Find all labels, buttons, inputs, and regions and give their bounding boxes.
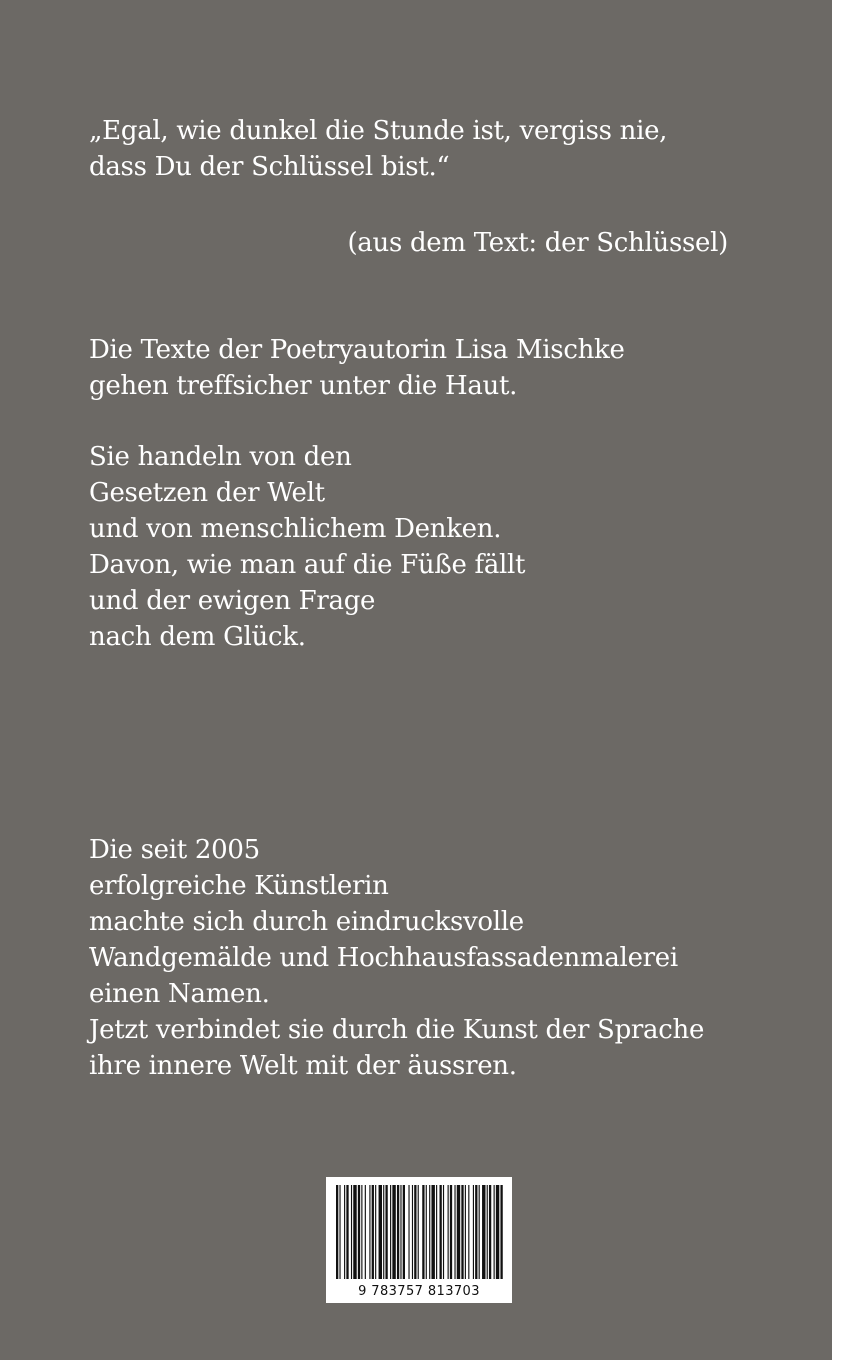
barcode-bar xyxy=(385,1185,387,1279)
themes-paragraph xyxy=(89,439,525,655)
bio-line: Die seit 2005 xyxy=(89,835,260,865)
bio-line: einen Namen. xyxy=(89,979,270,1009)
quote-source: (aus dem Text: der Schlüssel) xyxy=(347,228,728,258)
barcode-bar xyxy=(408,1185,409,1279)
quote-line: „Egal, wie dunkel die Stunde ist, vergiss nie, xyxy=(89,116,668,146)
barcode-bar xyxy=(375,1185,376,1279)
barcode-bar xyxy=(496,1185,499,1279)
barcode-bar xyxy=(397,1185,399,1279)
intro-line: Die Texte der Poetryautorin Lisa Mischke xyxy=(89,335,625,365)
barcode-bar xyxy=(418,1185,419,1279)
barcode-bar xyxy=(390,1185,391,1279)
barcode-bar xyxy=(436,1185,437,1279)
themes-line: und der ewigen Frage xyxy=(89,586,376,616)
barcode-bar xyxy=(351,1185,352,1279)
themes-line: Davon, wie man auf die Füße fällt xyxy=(89,550,526,580)
author-bio-paragraph xyxy=(89,832,704,1084)
themes-line: und von menschlichem Denken. xyxy=(89,514,502,544)
themes-line: Sie handeln von den xyxy=(89,442,352,472)
barcode-bar xyxy=(500,1185,502,1279)
barcode-bar xyxy=(353,1185,356,1279)
barcode-bar xyxy=(403,1185,405,1279)
barcode-bar xyxy=(440,1185,442,1279)
barcode-bar xyxy=(448,1185,449,1279)
barcode-bar xyxy=(361,1185,362,1279)
barcode-bar xyxy=(339,1185,340,1279)
barcode-bar xyxy=(482,1185,485,1279)
barcode-bar xyxy=(379,1185,382,1279)
bio-line: Wandgemälde und Hochhausfassadenmalerei xyxy=(89,943,678,973)
themes-line: nach dem Glück. xyxy=(89,622,306,652)
barcode-bar xyxy=(457,1185,460,1279)
barcode-bar xyxy=(414,1185,416,1279)
barcode-bar xyxy=(468,1185,469,1279)
barcode-bar xyxy=(365,1185,366,1279)
barcode-bar xyxy=(369,1185,370,1279)
barcode-bar xyxy=(443,1185,444,1279)
bio-line: Jetzt verbindet sie durch die Kunst der Sprache xyxy=(89,1015,705,1045)
bio-line: ihre innere Welt mit der äussren. xyxy=(89,1051,517,1081)
barcode-bar xyxy=(489,1185,491,1279)
barcode-bar xyxy=(450,1185,452,1279)
quote-line: dass Du der Schlüssel bist.“ xyxy=(89,152,450,182)
barcode-bar xyxy=(429,1185,430,1279)
barcode-bar xyxy=(465,1185,466,1279)
barcode-bar xyxy=(383,1185,384,1279)
barcode-bar xyxy=(344,1185,345,1279)
barcode-bar xyxy=(358,1185,360,1279)
intro-line: gehen treffsicher unter die Haut. xyxy=(89,371,518,401)
barcode-bar xyxy=(422,1185,424,1279)
barcode-bar xyxy=(479,1185,480,1279)
isbn-number: 9 783757 813703 xyxy=(358,1284,480,1299)
barcode-bar xyxy=(475,1185,477,1279)
barcode-bar xyxy=(431,1185,434,1279)
cover-quote xyxy=(89,113,667,185)
intro-paragraph xyxy=(89,332,625,404)
barcode-bar xyxy=(412,1185,413,1279)
barcode-bar xyxy=(336,1185,338,1279)
isbn-barcode xyxy=(326,1177,512,1303)
barcode-bar xyxy=(392,1185,395,1279)
barcode-bar xyxy=(454,1185,455,1279)
barcode-bar xyxy=(372,1185,374,1279)
barcode-bar xyxy=(346,1185,348,1279)
barcode-bar xyxy=(473,1185,474,1279)
bio-line: machte sich durch eindrucksvolle xyxy=(89,907,524,937)
barcode-bar xyxy=(487,1185,488,1279)
bio-line: erfolgreiche Künstlerin xyxy=(89,871,389,901)
barcode-bar xyxy=(426,1185,427,1279)
barcode-bar xyxy=(461,1185,463,1279)
barcode-bar xyxy=(400,1185,401,1279)
themes-line: Gesetzen der Welt xyxy=(89,478,325,508)
barcode-bar xyxy=(494,1185,495,1279)
